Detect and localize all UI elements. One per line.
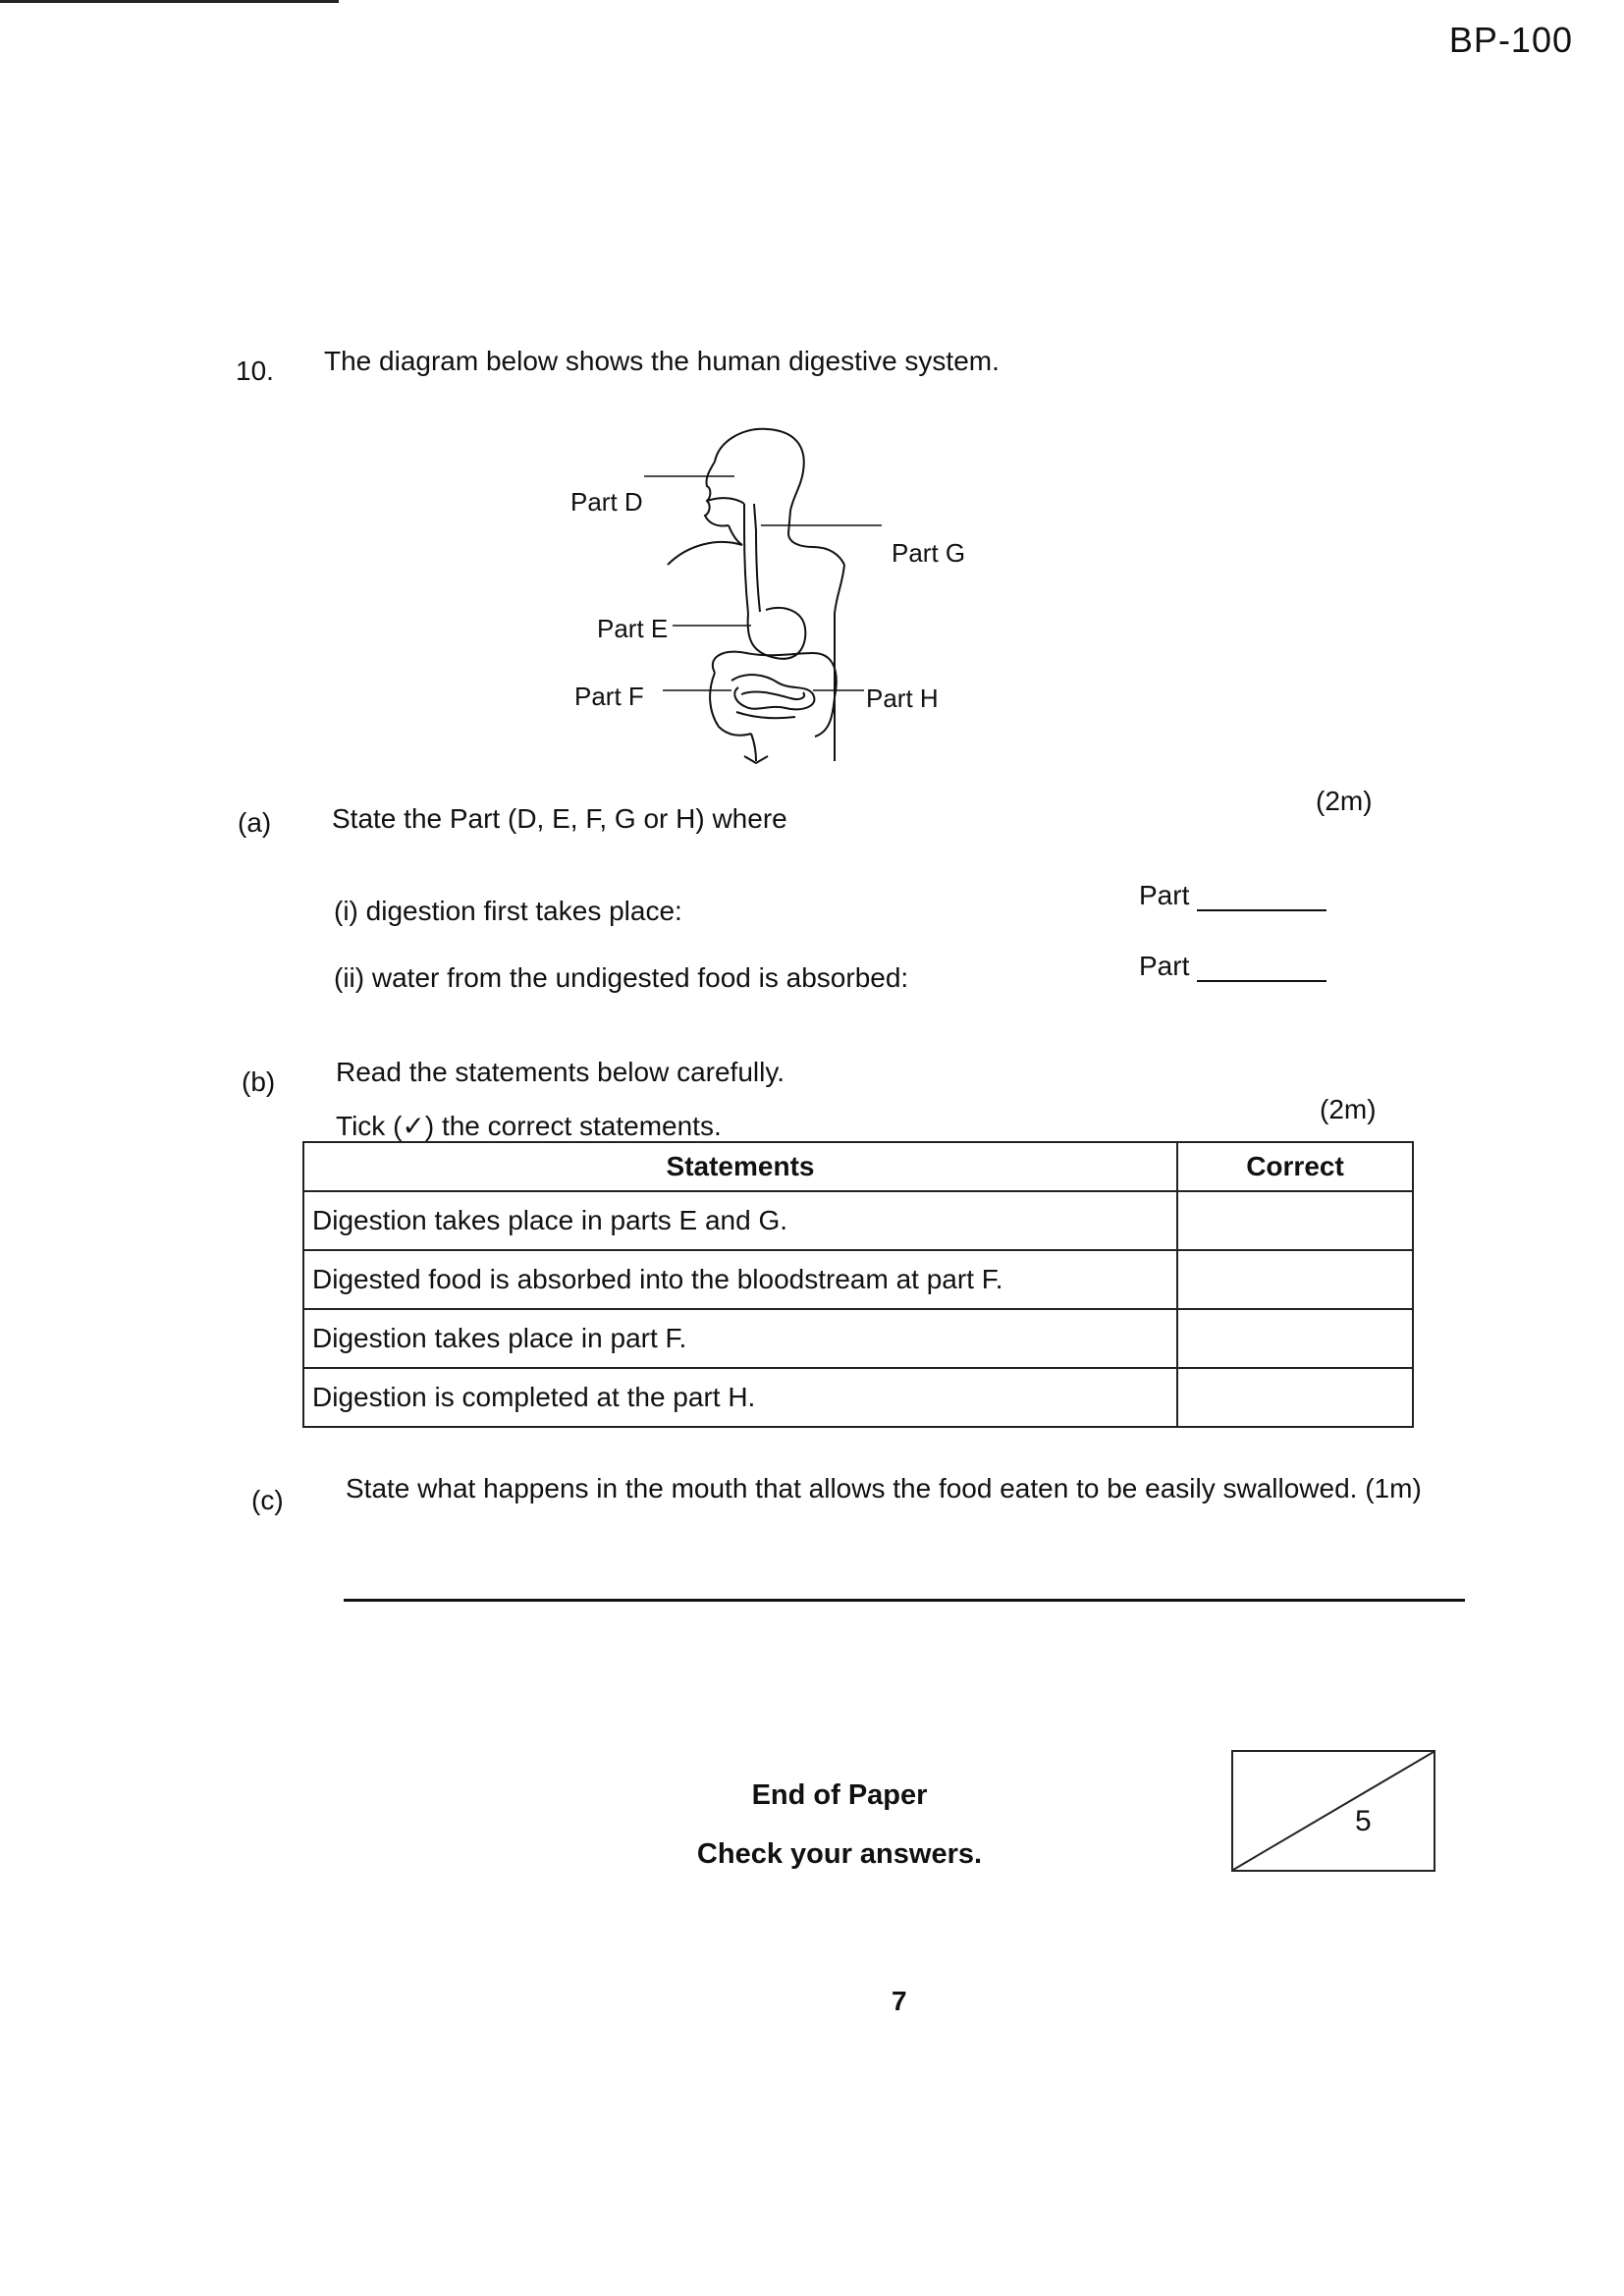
part-b-marks: (2m) bbox=[1320, 1094, 1377, 1124]
part-c-question: State what happens in the mouth that allows the food eaten to be easily swallowed. bbox=[346, 1473, 1358, 1503]
answer-blank[interactable] bbox=[1197, 884, 1326, 911]
part-a-label: (a) bbox=[238, 807, 272, 838]
table-row bbox=[303, 1309, 1413, 1368]
answer-line[interactable] bbox=[344, 1599, 1465, 1602]
label-part-h: Part H bbox=[866, 683, 939, 713]
table-header-row bbox=[303, 1142, 1413, 1191]
page-number: 7 bbox=[892, 1986, 907, 2016]
part-b-instruction: Read the statements below carefully. bbox=[336, 1057, 785, 1087]
score-box-diagonal bbox=[1233, 1752, 1434, 1870]
paper-code: BP-100 bbox=[1448, 20, 1573, 60]
statement-cell: Digestion is completed at the part H. bbox=[303, 1368, 1177, 1427]
check-answers: Check your answers. bbox=[696, 1838, 983, 1870]
question-number: 10. bbox=[236, 355, 274, 386]
part-b-tick-instruction: Tick (✓) the correct statements. bbox=[336, 1111, 722, 1141]
part-a-answer-ii[interactable] bbox=[1139, 951, 1326, 982]
rectum bbox=[751, 734, 756, 761]
part-a-item-ii: (ii) water from the undigested food is absorbed: bbox=[334, 962, 909, 993]
statements-table bbox=[302, 1141, 1414, 1428]
statement-cell: Digestion takes place in parts E and G. bbox=[303, 1191, 1177, 1250]
score-box bbox=[1231, 1750, 1435, 1872]
top-rule bbox=[0, 0, 339, 3]
label-part-e: Part E bbox=[597, 614, 669, 643]
part-c-text bbox=[346, 1473, 1422, 1504]
table-row bbox=[303, 1250, 1413, 1309]
stomach bbox=[748, 608, 806, 659]
tick-cell[interactable] bbox=[1177, 1191, 1413, 1250]
part-a-answer-i[interactable] bbox=[1139, 880, 1326, 911]
left-shoulder bbox=[668, 542, 742, 565]
body-right bbox=[835, 565, 844, 761]
statement-cell: Digested food is absorbed into the bloodstream at part F. bbox=[303, 1250, 1177, 1309]
label-part-f: Part F bbox=[574, 682, 644, 711]
label-part-g: Part G bbox=[892, 538, 966, 568]
tick-cell[interactable] bbox=[1177, 1309, 1413, 1368]
statements-header: Statements bbox=[303, 1142, 1177, 1191]
end-of-paper: End of Paper bbox=[751, 1779, 928, 1811]
table-row bbox=[303, 1368, 1413, 1427]
part-c-marks: (1m) bbox=[1365, 1473, 1422, 1503]
tick-cell[interactable] bbox=[1177, 1368, 1413, 1427]
head-outline bbox=[715, 429, 844, 565]
label-part-d: Part D bbox=[570, 487, 643, 517]
digestive-system-diagram bbox=[550, 417, 1021, 771]
tick-cell[interactable] bbox=[1177, 1250, 1413, 1309]
score-total: 5 bbox=[1355, 1805, 1372, 1837]
part-a-text: State the Part (D, E, F, G or H) where bbox=[332, 803, 787, 834]
statement-cell: Digestion takes place in part F. bbox=[303, 1309, 1177, 1368]
answer-label: Part bbox=[1139, 880, 1190, 910]
correct-header: Correct bbox=[1177, 1142, 1413, 1191]
small-intestine bbox=[731, 675, 814, 709]
face-outline bbox=[705, 462, 729, 526]
table-row bbox=[303, 1191, 1413, 1250]
answer-blank[interactable] bbox=[1197, 955, 1326, 982]
question-stem: The diagram below shows the human digestive system. bbox=[324, 346, 1000, 376]
part-b-label: (b) bbox=[242, 1066, 276, 1097]
oesophagus bbox=[744, 504, 748, 614]
part-a-item-i: (i) digestion first takes place: bbox=[334, 896, 682, 926]
part-a-marks: (2m) bbox=[1316, 786, 1373, 816]
answer-label: Part bbox=[1139, 951, 1190, 981]
part-c-label: (c) bbox=[251, 1485, 284, 1515]
